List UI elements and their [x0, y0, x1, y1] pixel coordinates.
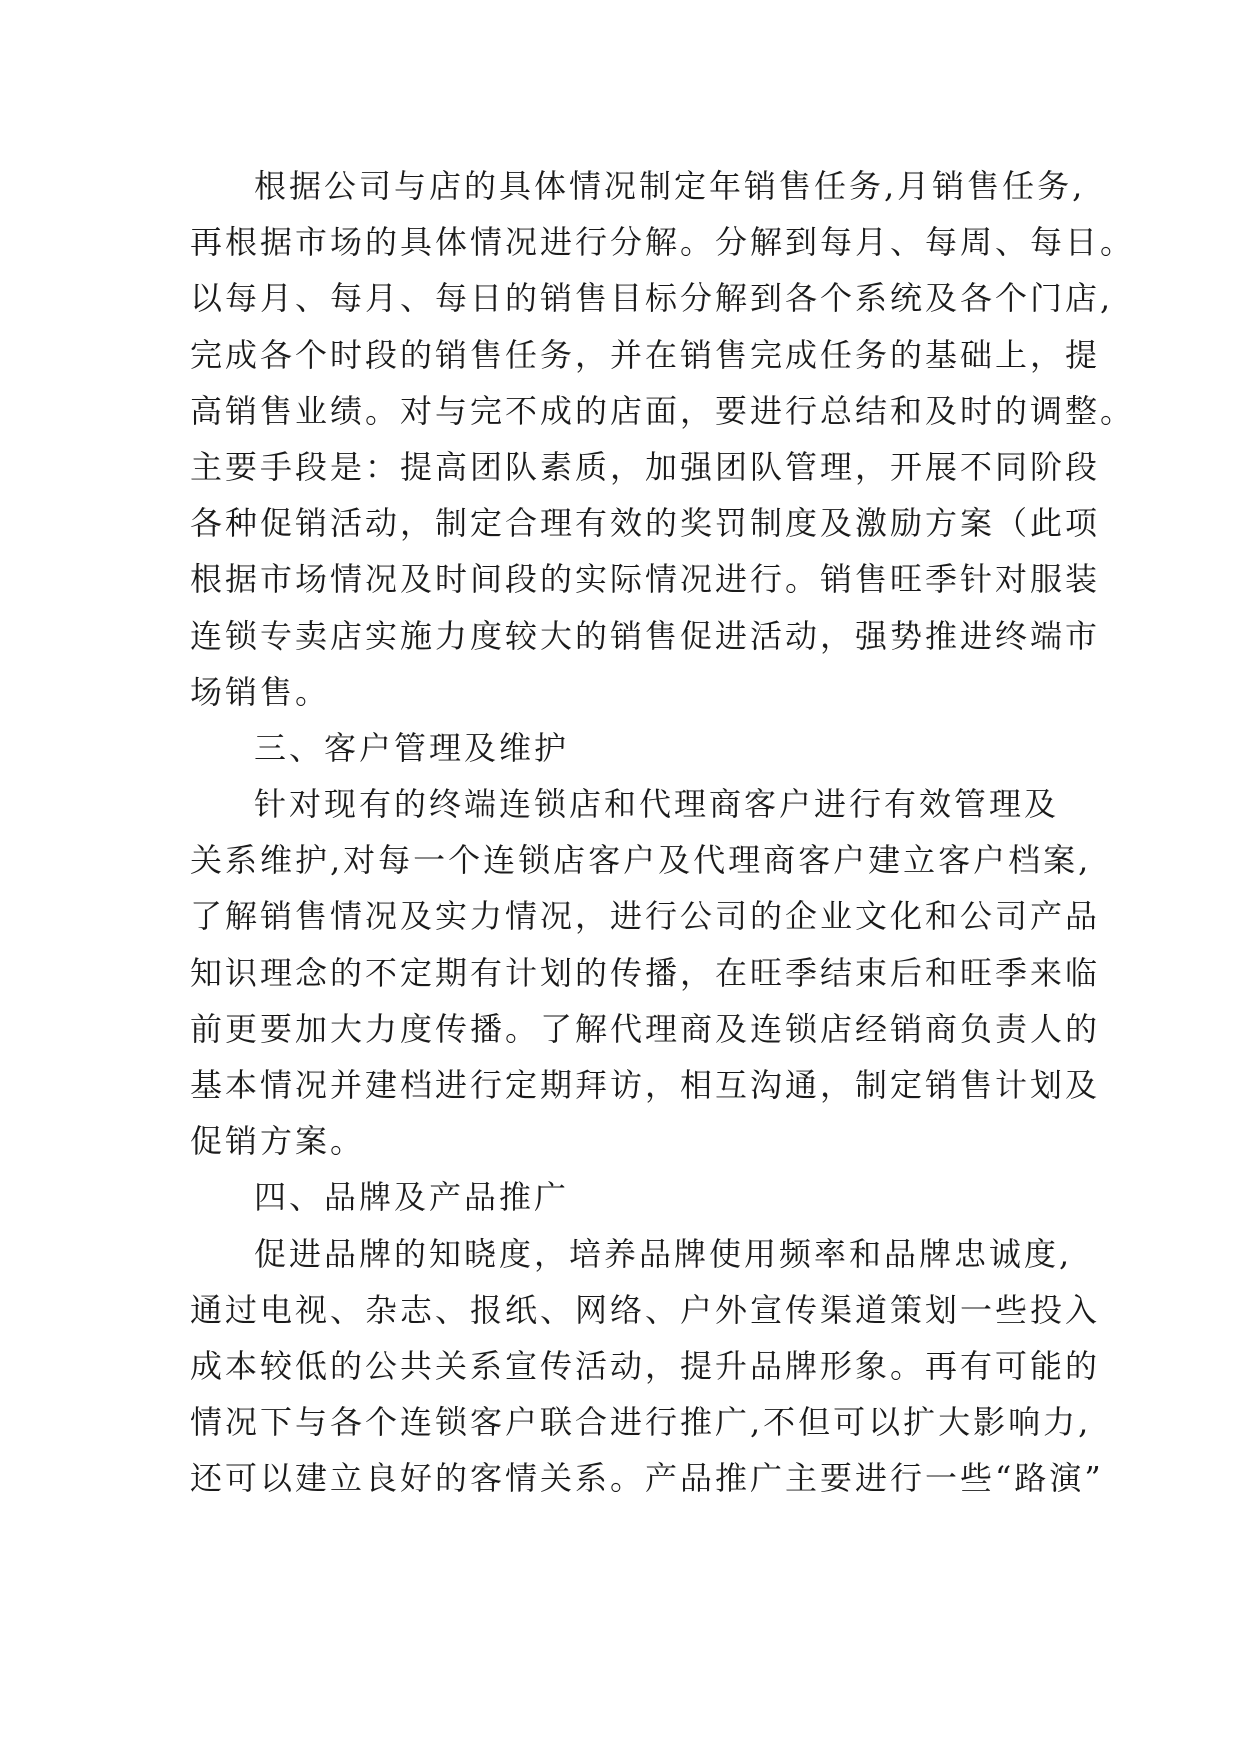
heading-line: 三、客户管理及维护: [254, 728, 570, 767]
text-line: 连锁专卖店实施力度较大的销售促进活动，强势推进终端市: [190, 616, 1101, 655]
text-line: 关系维护,对每一个连锁店客户及代理商客户建立客户档案,: [190, 841, 1092, 880]
text-line: 完成各个时段的销售任务，并在销售完成任务的基础上，提: [190, 335, 1101, 374]
text-line: 知识理念的不定期有计划的传播，在旺季结束后和旺季来临: [190, 953, 1101, 992]
text-line: 了解销售情况及实力情况，进行公司的企业文化和公司产品: [190, 897, 1101, 936]
text-line: 根据市场情况及时间段的实际情况进行。销售旺季针对服装: [190, 560, 1101, 599]
text-line: 成本较低的公共关系宣传活动，提升品牌形象。再有可能的: [190, 1346, 1101, 1385]
text-line: 促进品牌的知晓度，培养品牌使用频率和品牌忠诚度,: [254, 1234, 1073, 1273]
text-line: 情况下与各个连锁客户联合进行推广,不但可以扩大影响力,: [190, 1403, 1092, 1442]
section-heading-customer-management: [190, 720, 1050, 776]
heading-line: 四、品牌及产品推广: [254, 1178, 570, 1217]
section-heading-brand-promotion: [190, 1169, 1050, 1225]
paragraph-sales-tasks: [190, 158, 1136, 720]
text-line: 根据公司与店的具体情况制定年销售任务,月销售任务,: [254, 167, 1086, 205]
text-line: 以每月、每月、每日的销售目标分解到各个系统及各个门店,: [190, 279, 1114, 318]
text-line: 基本情况并建档进行定期拜访，相互沟通，制定销售计划及: [190, 1066, 1101, 1104]
text-line: 各种促销活动，制定合理有效的奖罚制度及激励方案（此项: [190, 504, 1101, 543]
text-line: 高销售业绩。对与完不成的店面，要进行总结和及时的调整。: [190, 391, 1136, 430]
text-line: 再根据市场的具体情况进行分解。分解到每月、每周、每日。: [190, 223, 1136, 262]
text-line: 还可以建立良好的客情关系。产品推广主要进行一些“路演”: [190, 1459, 1104, 1498]
text-line: 前更要加大力度传播。了解代理商及连锁店经销商负责人的: [190, 1009, 1101, 1048]
paragraph-customer-management: [190, 776, 1101, 1169]
text-line: 场销售。: [190, 672, 331, 711]
paragraph-brand-promotion: [190, 1226, 1104, 1507]
document-body: [190, 158, 1136, 1507]
text-line: 针对现有的终端连锁店和代理商客户进行有效管理及: [254, 785, 1060, 824]
text-line: 促销方案。: [190, 1122, 366, 1161]
text-line: 主要手段是：提高团队素质，加强团队管理，开展不同阶段: [190, 447, 1101, 486]
text-line: 通过电视、杂志、报纸、网络、户外宣传渠道策划一些投入: [190, 1290, 1101, 1329]
